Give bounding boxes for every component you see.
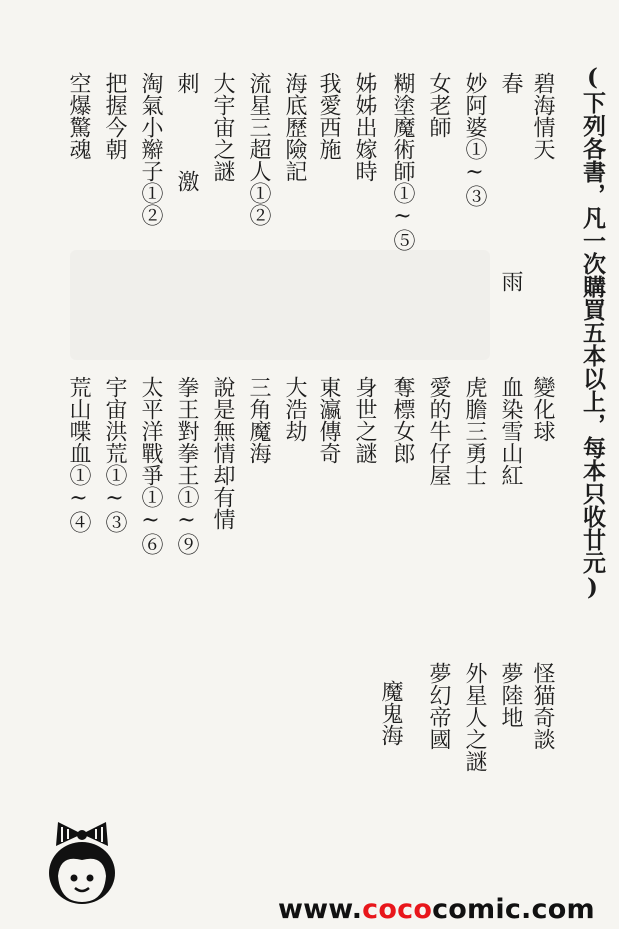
- title-14-mid: 荒山喋血①~④: [66, 376, 91, 533]
- title-14-top: 空爆驚魂: [66, 72, 91, 160]
- title-5-mid: 奪標女郎: [390, 376, 415, 464]
- paper-shadow: [70, 250, 490, 360]
- site-url: [278, 894, 595, 925]
- title-11-top: 刺激: [174, 72, 199, 192]
- title-13-top: 把握今朝: [102, 72, 127, 160]
- title-9-top: 流星三超人①②: [246, 72, 271, 226]
- title-5-bot: 魔鬼海: [378, 680, 403, 746]
- title-5-top: 糊塗魔術師①~⑤: [390, 72, 415, 251]
- title-1-bot: 怪猫奇談: [530, 662, 555, 750]
- title-13-mid: 宇宙洪荒①~③: [102, 376, 127, 533]
- title-9-mid: 三角魔海: [246, 376, 271, 464]
- title-6-mid: 身世之謎: [352, 376, 377, 464]
- title-2-top: 春雨: [498, 72, 523, 292]
- url-suffix: comic.com: [432, 894, 595, 925]
- title-3-mid: 虎膽三勇士: [462, 376, 487, 486]
- title-1-mid: 變化球: [530, 376, 555, 442]
- title-4-mid: 愛的牛仔屋: [426, 376, 451, 486]
- title-12-mid: 太平洋戰爭①~⑥: [138, 376, 163, 555]
- title-2-bot: 夢陸地: [498, 662, 523, 728]
- title-4-bot: 夢幻帝國: [426, 662, 451, 750]
- url-brand: coco: [362, 894, 433, 925]
- title-7-top: 我愛西施: [316, 72, 341, 160]
- title-10-top: 大宇宙之謎: [210, 72, 235, 182]
- title-8-mid: 大浩劫: [282, 376, 307, 442]
- title-3-bot: 外星人之謎: [462, 662, 487, 772]
- url-prefix: www.: [278, 894, 363, 925]
- title-3-top: 妙阿婆①~③: [462, 72, 487, 207]
- title-6-top: 姊姊出嫁時: [352, 72, 377, 182]
- title-10-mid: 說是無情却有情: [210, 376, 235, 530]
- notice-text: (下列各書，凡一次購買五本以上，每本只收廿元): [579, 64, 606, 601]
- title-11-mid: 拳王對拳王①~⑨: [174, 376, 199, 555]
- title-4-top: 女老師: [426, 72, 451, 138]
- title-7-mid: 東瀛傳奇: [316, 376, 341, 464]
- title-2-mid: 血染雪山紅: [498, 376, 523, 486]
- title-12-top: 淘氣小辮子①②: [138, 72, 163, 226]
- title-8-top: 海底歷險記: [282, 72, 307, 182]
- girl-with-bow-icon: [42, 818, 122, 908]
- title-1-top: 碧海情天: [530, 72, 555, 160]
